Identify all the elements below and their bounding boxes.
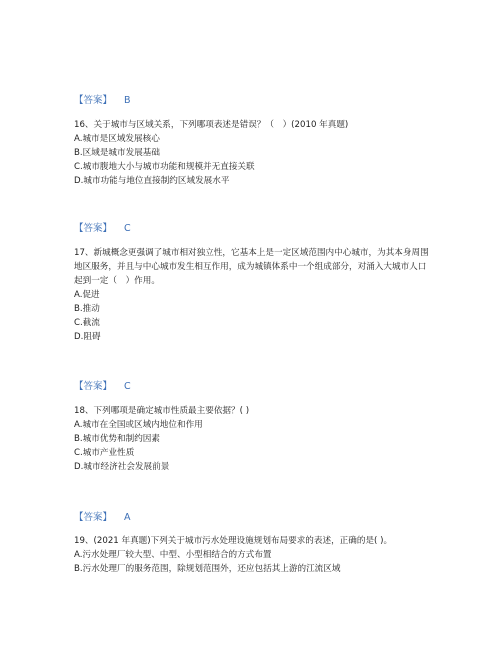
option-b: B.推动 xyxy=(74,304,100,314)
answer-label: 【答案】 xyxy=(74,512,113,523)
answer-label: 【答案】 xyxy=(74,223,113,234)
answer-value: B xyxy=(124,95,131,106)
option-c: C.城市产业性质 xyxy=(74,448,135,458)
answer-line xyxy=(74,381,131,393)
option-d: D.阻碍 xyxy=(74,332,101,342)
question-19 xyxy=(74,534,434,576)
option-a: A.污水处理厂较大型、中型、小型相结合的方式布置 xyxy=(74,550,272,560)
answer-value: C xyxy=(124,381,131,392)
option-b: B.污水处理厂的服务范围，除规划范围外，还应包括其上游的江流区域 xyxy=(74,564,341,574)
question-stem: 19、(2021 年真题)下列关于城市污水处理设施规划布局要求的表述，正确的是( )。 xyxy=(74,536,393,546)
option-b: B.城市优势和制约因素 xyxy=(74,434,160,444)
answer-value: A xyxy=(124,512,131,523)
option-a: A.城市在全国或区域内地位和作用 xyxy=(74,420,203,430)
question-stem: 17、新城概念更强调了城市相对独立性，它基本上是一定区域范围内中心城市，为其本身周围地区服务，并且与中心城市发生相互作用，成为城镇体系中一个组成部分，对涌入大城市人口起到一定（ ）作用。 xyxy=(74,248,429,286)
question-17 xyxy=(74,246,434,344)
question-16 xyxy=(74,118,434,188)
option-c: C.城市腹地大小与城市功能和规模并无直接关联 xyxy=(74,162,255,172)
answer-label: 【答案】 xyxy=(74,95,113,106)
option-c: C.截流 xyxy=(74,318,100,328)
answer-line xyxy=(74,223,131,235)
option-d: D.城市经济社会发展前景 xyxy=(74,462,170,472)
answer-value: C xyxy=(124,223,131,234)
answer-line xyxy=(74,95,131,107)
option-a: A.促进 xyxy=(74,290,100,300)
option-b: B.区域是城市发展基础 xyxy=(74,148,160,158)
question-18 xyxy=(74,404,434,474)
question-stem: 16、关于城市与区域关系，下列哪项表述是错误？（ ）(2010 年真题) xyxy=(74,120,349,130)
option-d: D.城市功能与地位直接制约区域发展水平 xyxy=(74,176,230,186)
question-stem: 18、下列哪项是确定城市性质最主要依据？( ) xyxy=(74,406,250,416)
option-a: A.城市是区域发展核心 xyxy=(74,134,160,144)
answer-line xyxy=(74,512,131,524)
answer-label: 【答案】 xyxy=(74,381,113,392)
